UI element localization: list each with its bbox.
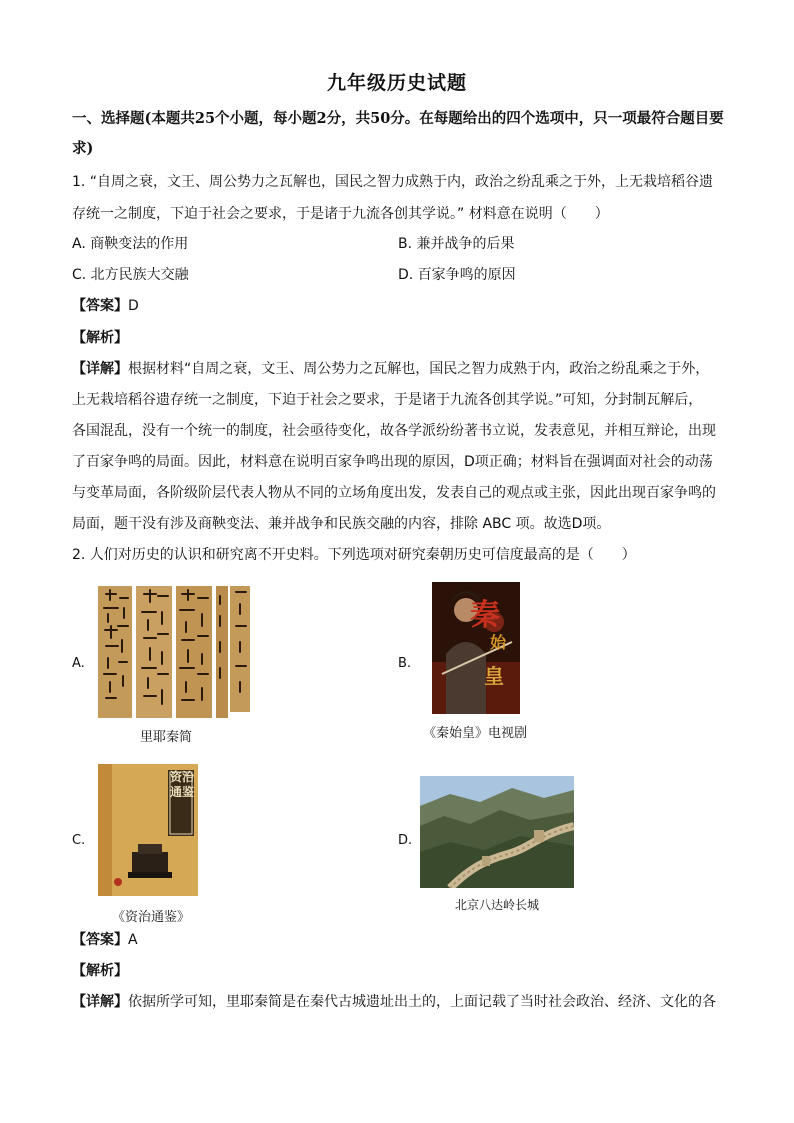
page-title: 九年级历史试题	[326, 72, 467, 94]
q2-detail-text-1: 依据所学可知，里耶秦简是在秦代古城遗址出土的，上面记载了当时社会政治、经济、文化的各	[128, 994, 716, 1010]
q1-detail-line-4: 了百家争鸣的局面。因此，材料意在说明百家争鸣出现的原因，D项正确；材料旨在强调面对社会的动荡	[72, 454, 713, 470]
q1-stem-line-1: 1. “自周之衰，文王、周公势力之瓦解也，国民之智力成熟于内，政治之纷乱乘之于外，上无栽培稻谷遗	[72, 174, 714, 190]
book-cover-title: 资治通鉴	[170, 770, 195, 799]
poster-title-char-2: 始	[490, 633, 507, 652]
q2-detail-tag: 【详解】	[72, 994, 128, 1010]
q1-option-b: B. 兼并战争的后果	[398, 236, 515, 252]
q1-detail-line-5: 与变革局面，各阶级阶层代表人物从不同的立场角度出发，发表自己的观点或主张，因此出现百家争鸣的	[72, 485, 716, 501]
q2-stem: 2. 人们对历史的认识和研究离不开史料。下列选项对研究秦朝历史可信度最高的是（ ）	[72, 547, 636, 563]
q2-option-c-caption: 《资治通鉴》	[111, 910, 190, 925]
q1-detail-line-3: 各国混乱，没有一个统一的制度，社会亟待变化，故各学派纷纷著书立说，发表意见，并相互辩论，出现	[72, 423, 716, 439]
q1-stem-line-2: 存统一之制度，下迫于社会之要求，于是诸于九流各创其学说。” 材料意在说明（ ）	[72, 206, 609, 222]
q2-option-b-label: B.	[398, 656, 412, 671]
poster-title-char-1: 秦	[470, 598, 500, 633]
q2-analysis-tag: 【解析】	[72, 963, 128, 979]
q1-option-c: C. 北方民族大交融	[72, 267, 189, 283]
bamboo-slips-image	[96, 586, 252, 718]
q1-detail-line-1	[72, 359, 709, 379]
q2-option-a-caption: 里耶秦简	[139, 730, 192, 745]
section-heading: 一、选择题(本题共25个小题，每小题2分，共50分。在每题给出的四个选项中，只一项最符合题目要求)	[72, 110, 724, 157]
q2-option-d-label: D.	[398, 833, 413, 848]
q2-detail-line-1	[72, 992, 716, 1012]
q2-option-a-label: A.	[72, 656, 85, 671]
poster-title-char-3: 皇	[484, 664, 504, 688]
q2-answer-tag: 【答案】	[72, 932, 128, 948]
q1-answer-value: D	[128, 298, 139, 314]
q1-option-d: D. 百家争鸣的原因	[398, 267, 516, 283]
q2-option-d-caption: 北京八达岭长城	[454, 898, 539, 912]
q1-answer-tag: 【答案】	[72, 298, 128, 314]
q2-option-b-caption: 《秦始皇》电视剧	[422, 726, 527, 741]
q1-analysis-tag: 【解析】	[72, 330, 128, 346]
q1-answer	[72, 296, 139, 316]
great-wall-image	[420, 776, 574, 888]
q2-answer	[72, 930, 138, 950]
q1-detail-tag: 【详解】	[72, 361, 128, 377]
q1-detail-line-6: 局面，题干没有涉及商鞅变法、兼并战争和民族交融的内容，排除 ABC 项。故选D项。	[72, 516, 611, 532]
q1-detail-text-1: 根据材料“自周之衰，文王、周公势力之瓦解也，国民之智力成熟于内，政治之纷乱乘之于外，	[128, 361, 710, 377]
q1-option-a: A. 商鞅变法的作用	[72, 236, 189, 252]
q2-option-c-label: C.	[72, 833, 86, 848]
q2-answer-value: A	[128, 932, 138, 948]
q1-detail-line-2: 上无栽培稻谷遗存统一之制度，下迫于社会之要求，于是诸于九流各创其学说。”可知，分封制瓦解后，	[72, 392, 703, 408]
